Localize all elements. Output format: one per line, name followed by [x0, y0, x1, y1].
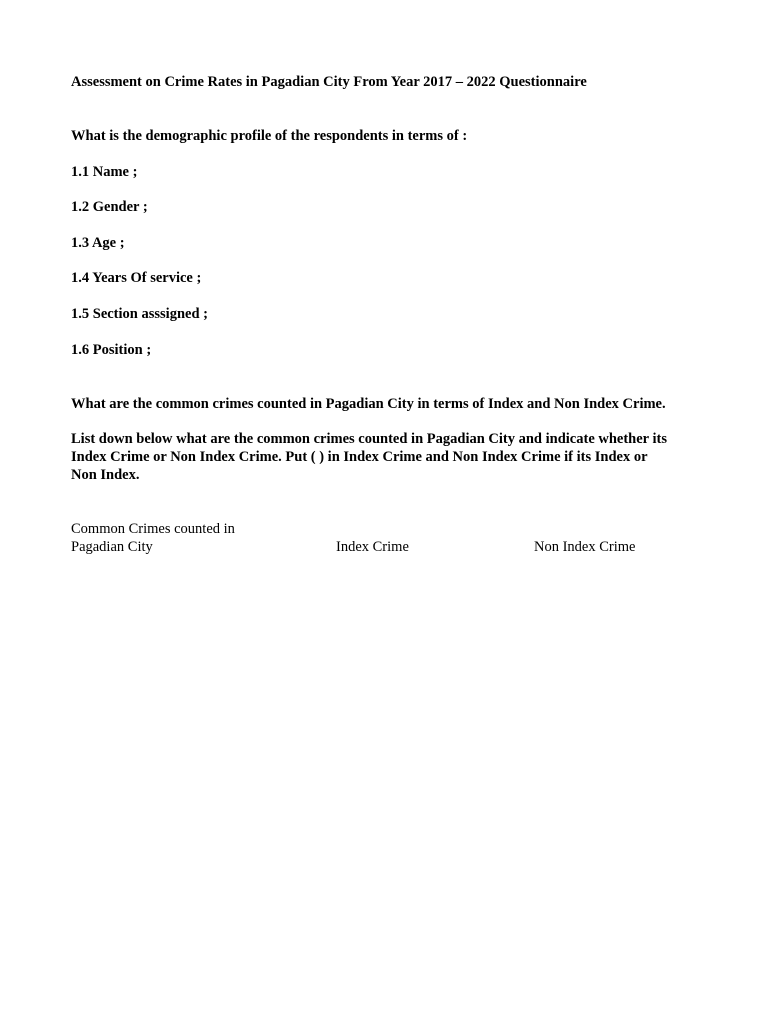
instruction-line: Non Index. [71, 467, 140, 483]
document-title: Assessment on Crime Rates in Pagadian City From Year 2017 – 2022 Questionnaire [71, 74, 587, 90]
question-common-crimes: What are the common crimes counted in Pagadian City in terms of Index and Non Index Crime. [71, 396, 666, 412]
table-header-common-crimes-line1: Common Crimes counted in [71, 521, 235, 537]
instruction-paragraph [71, 430, 711, 484]
profile-item-years-of-service: 1.4 Years Of service ; [71, 270, 202, 286]
profile-item-name: 1.1 Name ; [71, 164, 138, 180]
table-header-non-index-crime: Non Index Crime [534, 539, 636, 555]
table-header-index-crime: Index Crime [336, 539, 409, 555]
profile-item-age: 1.3 Age ; [71, 235, 125, 251]
table-header-common-crimes [71, 520, 235, 556]
profile-item-gender: 1.2 Gender ; [71, 199, 148, 215]
question-demographic-profile: What is the demographic profile of the respondents in terms of : [71, 128, 468, 144]
profile-item-section-assigned: 1.5 Section asssigned ; [71, 306, 208, 322]
instruction-line: List down below what are the common crimes counted in Pagadian City and indicate whether its [71, 431, 667, 447]
profile-item-position: 1.6 Position ; [71, 342, 152, 358]
table-header-common-crimes-line2: Pagadian City [71, 539, 153, 555]
instruction-line: Index Crime or Non Index Crime. Put ( ) in Index Crime and Non Index Crime if its Index or [71, 449, 648, 465]
